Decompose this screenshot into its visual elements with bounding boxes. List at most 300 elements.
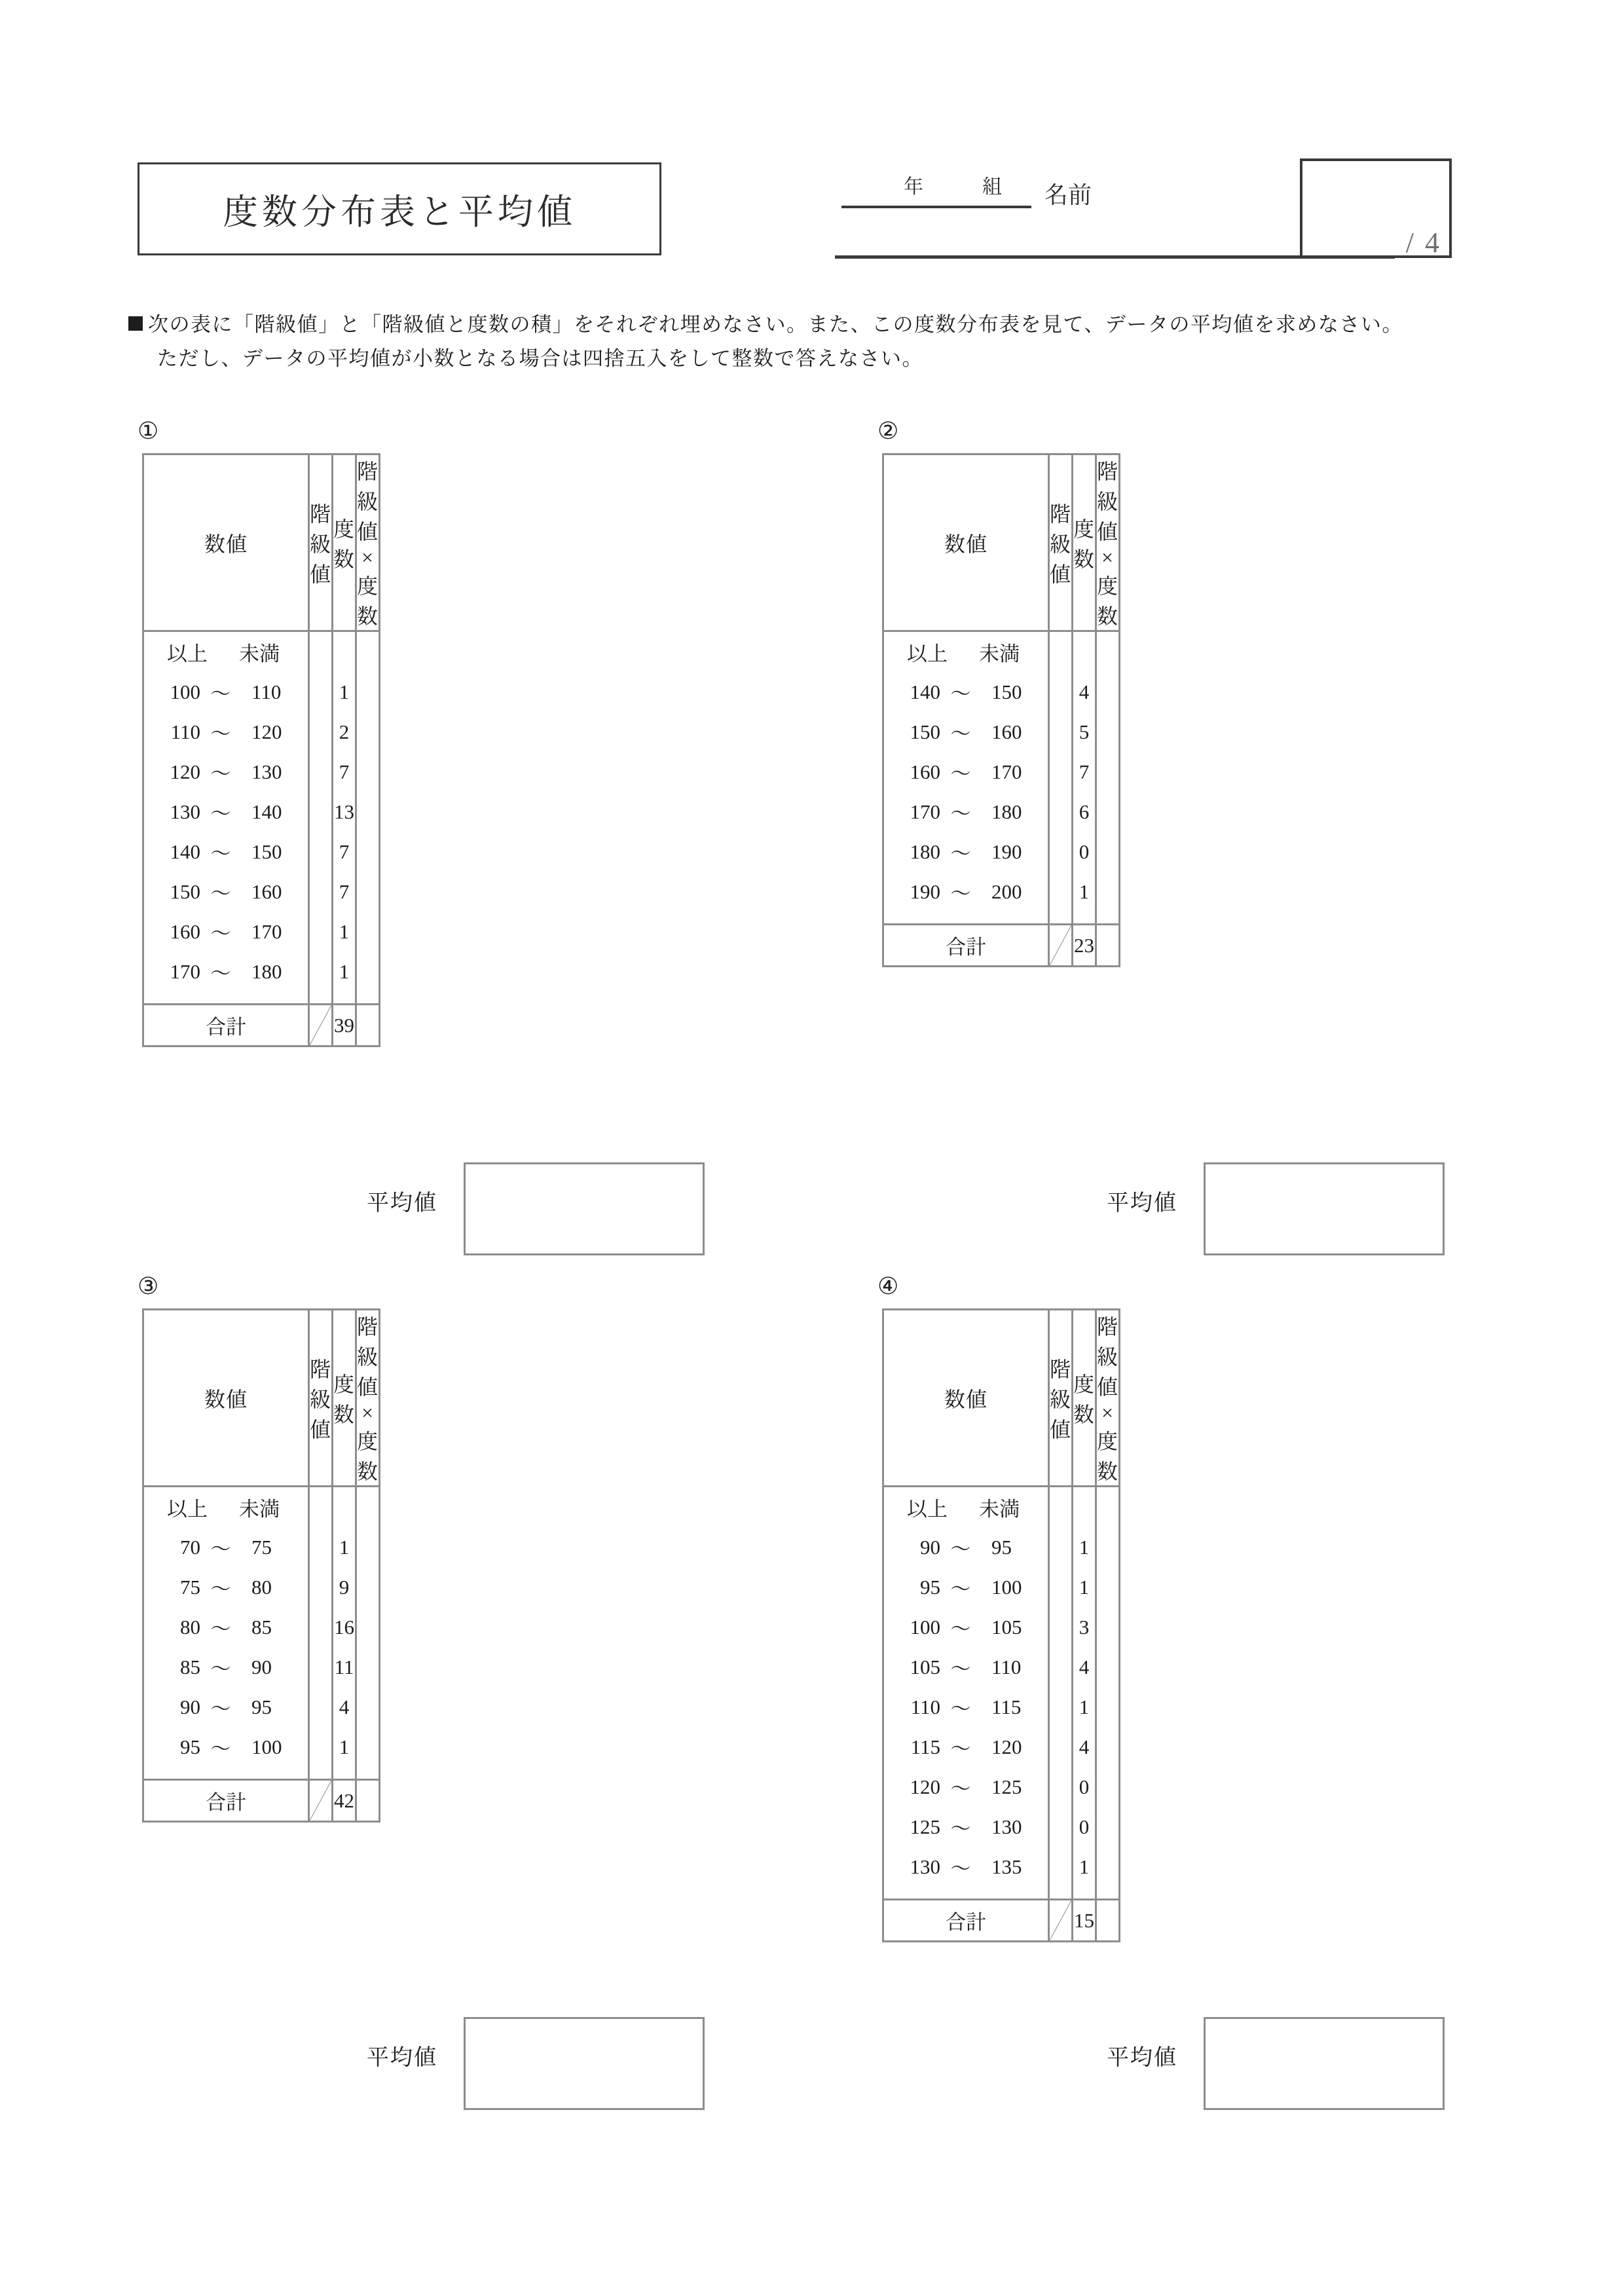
midpoint-cell[interactable]	[1049, 1767, 1073, 1807]
product-cell[interactable]	[356, 1527, 380, 1567]
midpoint-cell[interactable]	[1049, 752, 1073, 792]
score-box[interactable]	[1300, 158, 1452, 258]
range-low: 100	[170, 680, 200, 703]
header-frequency: 度数	[333, 1310, 356, 1487]
mean-answer-box-1[interactable]	[464, 1162, 705, 1255]
range-high: 80	[251, 1575, 272, 1599]
midpoint-cell[interactable]	[1049, 1487, 1073, 1528]
range-cell	[883, 1607, 1049, 1647]
diagonal-slash-cell	[309, 1780, 333, 1822]
product-cell[interactable]	[356, 1687, 380, 1727]
total-frequency: 39	[333, 1005, 356, 1046]
range-low: 110	[910, 1695, 940, 1718]
range-high: 160	[251, 880, 282, 903]
frequency-cell	[333, 1487, 356, 1528]
midpoint-cell[interactable]	[309, 1687, 333, 1727]
range-tilde: 〜	[950, 682, 971, 705]
product-cell[interactable]	[356, 752, 380, 792]
frequency-cell: 1	[1073, 1687, 1096, 1727]
range-cell	[883, 1727, 1049, 1767]
range-high: 75	[251, 1535, 272, 1559]
range-low: 170	[910, 800, 940, 823]
range-low: 160	[910, 760, 940, 783]
product-cell[interactable]	[1096, 1487, 1120, 1528]
product-cell[interactable]	[356, 952, 380, 1005]
total-frequency: 15	[1073, 1900, 1096, 1942]
table-row	[883, 1567, 1120, 1607]
worksheet-header	[138, 158, 1454, 260]
bound-labels-cell	[143, 631, 309, 673]
table-row	[883, 832, 1120, 872]
total-label: 合計	[143, 1005, 309, 1046]
range-high: 125	[991, 1775, 1022, 1798]
range-high: 135	[991, 1855, 1022, 1878]
range-low: 70	[180, 1535, 200, 1559]
range-low: 160	[170, 919, 200, 943]
range-low: 80	[180, 1615, 200, 1639]
range-tilde: 〜	[210, 762, 231, 785]
header-midpoint: 階級値	[1049, 454, 1073, 631]
table-subheader-row	[883, 1487, 1120, 1528]
table-row	[883, 1847, 1120, 1900]
range-low: 95	[920, 1575, 940, 1599]
range-low: 130	[170, 800, 200, 823]
frequency-cell: 1	[333, 1727, 356, 1780]
total-label: 合計	[883, 925, 1049, 967]
instructions	[128, 308, 1517, 376]
range-high: 105	[991, 1615, 1022, 1639]
midpoint-cell[interactable]	[309, 1487, 333, 1528]
year-class-write-line[interactable]	[841, 206, 1031, 208]
range-cell	[143, 672, 309, 712]
table-row	[883, 1647, 1120, 1687]
header-midpoint: 階級値	[309, 1310, 333, 1487]
less-than-label: 未満	[979, 642, 1020, 665]
table-row	[883, 872, 1120, 925]
frequency-cell: 6	[1073, 792, 1096, 832]
diagonal-slash-cell	[1049, 925, 1073, 967]
range-tilde: 〜	[210, 1578, 231, 1601]
range-low: 75	[180, 1575, 200, 1599]
table-row	[883, 1607, 1120, 1647]
table-subheader-row	[883, 631, 1120, 673]
table-subheader-row	[143, 631, 380, 673]
total-product-cell[interactable]	[1096, 925, 1120, 967]
range-low: 170	[170, 959, 200, 983]
range-tilde: 〜	[210, 1538, 231, 1561]
product-cell[interactable]	[356, 1647, 380, 1687]
midpoint-cell[interactable]	[309, 912, 333, 952]
range-cell	[883, 792, 1049, 832]
range-low: 150	[910, 720, 940, 743]
range-cell	[883, 712, 1049, 752]
range-high: 130	[251, 760, 282, 783]
mean-answer-box-3[interactable]	[464, 2017, 705, 2110]
midpoint-cell[interactable]	[309, 712, 333, 752]
product-cell[interactable]	[356, 712, 380, 752]
table-row	[883, 752, 1120, 792]
midpoint-cell[interactable]	[1049, 1647, 1073, 1687]
table-row	[883, 792, 1120, 832]
diagonal-slash-cell	[309, 1005, 333, 1046]
mean-answer-box-2[interactable]	[1204, 1162, 1445, 1255]
range-high: 110	[991, 1655, 1022, 1678]
range-cell	[883, 752, 1049, 792]
frequency-cell	[333, 631, 356, 673]
range-cell	[883, 1527, 1049, 1567]
range-low: 115	[910, 1735, 940, 1758]
range-high: 190	[991, 840, 1022, 863]
range-tilde: 〜	[210, 802, 231, 825]
range-tilde: 〜	[210, 882, 231, 905]
midpoint-cell[interactable]	[309, 1527, 333, 1567]
range-tilde: 〜	[210, 1737, 231, 1760]
product-cell[interactable]	[1096, 872, 1120, 925]
range-high: 110	[251, 680, 282, 703]
midpoint-cell[interactable]	[309, 952, 333, 1005]
range-high: 90	[251, 1655, 272, 1678]
product-cell[interactable]	[356, 872, 380, 912]
midpoint-cell[interactable]	[1049, 1527, 1073, 1567]
range-high: 100	[251, 1735, 282, 1758]
range-high: 150	[251, 840, 282, 863]
problem-2-table	[882, 453, 1120, 967]
table-row	[143, 1647, 380, 1687]
table-row	[143, 832, 380, 872]
range-low: 110	[170, 720, 200, 743]
table-row	[883, 1527, 1120, 1567]
range-tilde: 〜	[950, 762, 971, 785]
table-row	[143, 712, 380, 752]
square-bullet-icon	[128, 316, 143, 331]
problem-1-table	[142, 453, 380, 1047]
frequency-cell: 1	[333, 952, 356, 1005]
range-cell	[883, 1687, 1049, 1727]
total-row	[883, 1900, 1120, 1942]
product-cell[interactable]	[356, 912, 380, 952]
total-label: 合計	[143, 1780, 309, 1822]
range-low: 125	[910, 1815, 940, 1838]
range-high: 130	[991, 1815, 1022, 1838]
at-least-label: 以上	[907, 642, 948, 665]
total-label: 合計	[883, 1900, 1049, 1942]
range-cell	[143, 872, 309, 912]
range-high: 170	[251, 919, 282, 943]
range-high: 100	[991, 1575, 1022, 1599]
range-tilde: 〜	[950, 1538, 971, 1561]
table-row	[883, 712, 1120, 752]
total-row	[143, 1005, 380, 1046]
table-row	[883, 1727, 1120, 1767]
range-high: 150	[991, 680, 1022, 703]
product-cell[interactable]	[1096, 712, 1120, 752]
diagonal-slash-cell	[1049, 1900, 1073, 1942]
mean-label: 平均値	[1107, 1191, 1177, 1215]
table-row	[883, 1807, 1120, 1847]
header-midpoint: 階級値	[309, 454, 333, 631]
header-range: 数値	[143, 454, 309, 631]
at-least-label: 以上	[907, 1498, 948, 1521]
midpoint-cell[interactable]	[1049, 1807, 1073, 1847]
range-tilde: 〜	[950, 1777, 971, 1800]
range-high: 180	[251, 959, 282, 983]
problem-1-marker: ①	[138, 418, 159, 444]
table-row	[143, 1687, 380, 1727]
frequency-cell	[1073, 1487, 1096, 1528]
midpoint-cell[interactable]	[309, 872, 333, 912]
header-product: 階級値×度数	[356, 1310, 380, 1487]
header-range: 数値	[883, 454, 1049, 631]
range-cell	[883, 1647, 1049, 1687]
range-cell	[143, 1647, 309, 1687]
midpoint-cell[interactable]	[309, 792, 333, 832]
product-cell[interactable]	[356, 1727, 380, 1780]
midpoint-cell[interactable]	[1049, 1847, 1073, 1900]
frequency-cell: 1	[1073, 1847, 1096, 1900]
product-cell[interactable]	[1096, 1767, 1120, 1807]
midpoint-cell[interactable]	[309, 752, 333, 792]
midpoint-cell[interactable]	[309, 1607, 333, 1647]
midpoint-cell[interactable]	[1049, 832, 1073, 872]
range-low: 190	[910, 880, 940, 903]
range-high: 95	[251, 1695, 272, 1718]
product-cell[interactable]	[1096, 1807, 1120, 1847]
frequency-cell: 3	[1073, 1607, 1096, 1647]
product-cell[interactable]	[1096, 1607, 1120, 1647]
table-row	[143, 1567, 380, 1607]
product-cell[interactable]	[356, 1487, 380, 1528]
less-than-label: 未満	[239, 1498, 280, 1521]
range-cell	[143, 952, 309, 1005]
range-low: 105	[910, 1655, 940, 1678]
midpoint-cell[interactable]	[309, 631, 333, 673]
range-high: 120	[251, 720, 282, 743]
range-high: 180	[991, 800, 1022, 823]
range-tilde: 〜	[950, 802, 971, 825]
range-low: 120	[910, 1775, 940, 1798]
range-low: 90	[920, 1535, 940, 1559]
range-tilde: 〜	[950, 1857, 971, 1880]
range-tilde: 〜	[210, 1697, 231, 1720]
range-cell	[883, 832, 1049, 872]
range-tilde: 〜	[950, 1737, 971, 1760]
range-cell	[143, 1687, 309, 1727]
product-cell[interactable]	[1096, 1687, 1120, 1727]
midpoint-cell[interactable]	[1049, 672, 1073, 712]
range-tilde: 〜	[210, 962, 231, 985]
less-than-label: 未満	[239, 642, 280, 665]
range-cell	[883, 672, 1049, 712]
midpoint-cell[interactable]	[1049, 1607, 1073, 1647]
header-product: 階級値×度数	[1096, 1310, 1120, 1487]
problem-3-table	[142, 1308, 380, 1823]
product-cell[interactable]	[1096, 1847, 1120, 1900]
header-midpoint: 階級値	[1049, 1310, 1073, 1487]
range-high: 200	[991, 880, 1022, 903]
instruction-line-1	[128, 308, 1517, 342]
frequency-cell: 4	[1073, 1647, 1096, 1687]
table-row	[143, 1727, 380, 1780]
midpoint-cell[interactable]	[1049, 1727, 1073, 1767]
product-cell[interactable]	[1096, 1567, 1120, 1607]
instruction-text-1: 次の表に「階級値」と「階級値と度数の積」をそれぞれ埋めなさい。また、この度数分布表を見て、データの平均値を求めなさい。	[148, 313, 1403, 336]
product-cell[interactable]	[356, 1607, 380, 1647]
range-high: 85	[251, 1615, 272, 1639]
range-tilde: 〜	[210, 922, 231, 945]
range-low: 150	[170, 880, 200, 903]
product-cell[interactable]	[1096, 792, 1120, 832]
range-cell	[143, 832, 309, 872]
total-product-cell[interactable]	[356, 1005, 380, 1046]
range-cell	[883, 1767, 1049, 1807]
range-high: 95	[991, 1535, 1012, 1559]
frequency-cell: 9	[333, 1567, 356, 1607]
range-tilde: 〜	[210, 722, 231, 745]
frequency-cell: 13	[333, 792, 356, 832]
mean-label: 平均値	[1107, 2046, 1177, 2070]
frequency-cell: 1	[333, 672, 356, 712]
frequency-cell: 7	[333, 832, 356, 872]
range-tilde: 〜	[950, 842, 971, 865]
product-cell[interactable]	[1096, 1527, 1120, 1567]
range-tilde: 〜	[950, 882, 971, 905]
range-low: 140	[170, 840, 200, 863]
range-tilde: 〜	[210, 842, 231, 865]
instruction-text-2: ただし、データの平均値が小数となる場合は四捨五入をして整数で答えなさい。	[157, 347, 923, 370]
frequency-cell: 1	[333, 912, 356, 952]
range-low: 120	[170, 760, 200, 783]
frequency-cell: 0	[1073, 1807, 1096, 1847]
table-row	[143, 1527, 380, 1567]
range-cell	[883, 872, 1049, 925]
total-product-cell[interactable]	[356, 1780, 380, 1822]
table-row	[883, 1767, 1120, 1807]
midpoint-cell[interactable]	[1049, 631, 1073, 673]
total-product-cell[interactable]	[1096, 1900, 1120, 1942]
year-label: 年	[904, 176, 923, 198]
mean-label: 平均値	[367, 1191, 437, 1215]
frequency-cell: 5	[1073, 712, 1096, 752]
product-cell[interactable]	[356, 792, 380, 832]
range-low: 85	[180, 1655, 200, 1678]
frequency-cell: 7	[333, 872, 356, 912]
title-box	[138, 162, 661, 255]
product-cell[interactable]	[1096, 1727, 1120, 1767]
frequency-cell: 4	[333, 1687, 356, 1727]
product-cell[interactable]	[356, 631, 380, 673]
bound-labels-cell	[883, 1487, 1049, 1528]
range-tilde: 〜	[210, 1618, 231, 1640]
range-low: 140	[910, 680, 940, 703]
product-cell[interactable]	[356, 672, 380, 712]
range-cell	[143, 712, 309, 752]
product-cell[interactable]	[356, 832, 380, 872]
midpoint-cell[interactable]	[1049, 792, 1073, 832]
header-range: 数値	[883, 1310, 1049, 1487]
header-product: 階級値×度数	[356, 454, 380, 631]
range-tilde: 〜	[950, 1817, 971, 1840]
range-high: 170	[991, 760, 1022, 783]
table-row	[143, 752, 380, 792]
range-tilde: 〜	[950, 1697, 971, 1720]
frequency-cell: 1	[1073, 872, 1096, 925]
midpoint-cell[interactable]	[1049, 1687, 1073, 1727]
range-cell	[143, 1607, 309, 1647]
at-least-label: 以上	[167, 642, 208, 665]
range-low: 130	[910, 1855, 940, 1878]
at-least-label: 以上	[167, 1498, 208, 1521]
range-tilde: 〜	[950, 1578, 971, 1601]
product-cell[interactable]	[1096, 1647, 1120, 1687]
table-row	[143, 952, 380, 1005]
range-cell	[143, 1527, 309, 1567]
frequency-cell: 0	[1073, 832, 1096, 872]
product-cell[interactable]	[1096, 672, 1120, 712]
mean-answer-box-4[interactable]	[1204, 2017, 1445, 2110]
total-frequency: 23	[1073, 925, 1096, 967]
range-cell	[143, 1567, 309, 1607]
frequency-cell: 7	[333, 752, 356, 792]
product-cell[interactable]	[1096, 752, 1120, 792]
range-tilde: 〜	[950, 1618, 971, 1640]
frequency-cell: 4	[1073, 672, 1096, 712]
total-row	[143, 1780, 380, 1822]
bound-labels-cell	[883, 631, 1049, 673]
range-cell	[143, 752, 309, 792]
range-high: 160	[991, 720, 1022, 743]
table-row	[143, 792, 380, 832]
instruction-line-2	[128, 342, 1517, 376]
midpoint-cell[interactable]	[1049, 872, 1073, 925]
frequency-cell: 1	[1073, 1567, 1096, 1607]
problem-4-table	[882, 1308, 1120, 1942]
midpoint-cell[interactable]	[309, 1647, 333, 1687]
header-range: 数値	[143, 1310, 309, 1487]
midpoint-cell[interactable]	[309, 1727, 333, 1780]
midpoint-cell[interactable]	[1049, 712, 1073, 752]
range-cell	[883, 1847, 1049, 1900]
problem-3-marker: ③	[138, 1273, 159, 1299]
table-row	[143, 1607, 380, 1647]
table-row	[143, 672, 380, 712]
less-than-label: 未満	[979, 1498, 1020, 1521]
midpoint-cell[interactable]	[309, 1567, 333, 1607]
total-frequency: 42	[333, 1780, 356, 1822]
range-low: 90	[180, 1695, 200, 1718]
midpoint-cell[interactable]	[309, 672, 333, 712]
product-cell[interactable]	[1096, 832, 1120, 872]
frequency-cell: 1	[1073, 1527, 1096, 1567]
midpoint-cell[interactable]	[309, 832, 333, 872]
product-cell[interactable]	[356, 1567, 380, 1607]
frequency-cell: 0	[1073, 1767, 1096, 1807]
product-cell[interactable]	[1096, 631, 1120, 673]
range-cell	[883, 1567, 1049, 1607]
header-frequency: 度数	[1073, 1310, 1096, 1487]
problem-2-marker: ②	[877, 418, 899, 444]
range-high: 140	[251, 800, 282, 823]
midpoint-cell[interactable]	[1049, 1567, 1073, 1607]
range-cell	[143, 912, 309, 952]
table-row	[883, 672, 1120, 712]
class-label: 組	[982, 176, 1002, 198]
problem-4-marker: ④	[877, 1273, 899, 1299]
range-low: 180	[910, 840, 940, 863]
frequency-cell: 11	[333, 1647, 356, 1687]
range-cell	[143, 1727, 309, 1780]
table-subheader-row	[143, 1487, 380, 1528]
range-tilde: 〜	[210, 682, 231, 705]
